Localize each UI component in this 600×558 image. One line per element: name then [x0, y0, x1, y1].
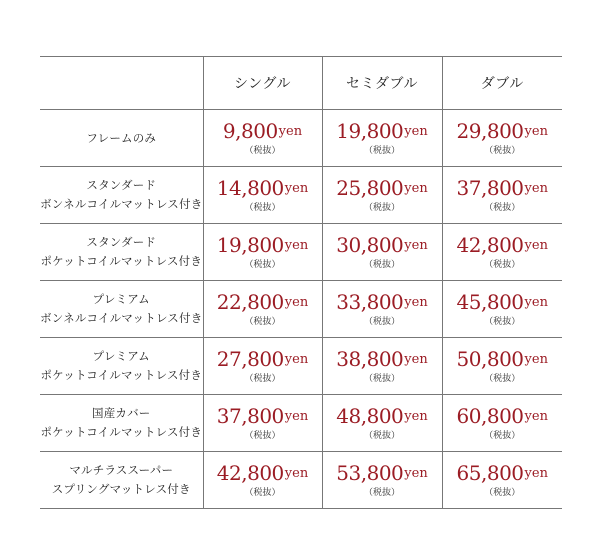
- table-row: [40, 224, 562, 281]
- price: [323, 462, 442, 486]
- price-table: [40, 56, 562, 509]
- tax-excluded-note: （税抜）: [363, 202, 400, 213]
- price: [204, 405, 322, 429]
- price-unit: yen: [404, 351, 428, 367]
- price-cell-double: [442, 110, 562, 167]
- price-amount: 9,800: [222, 118, 278, 143]
- price-cell-semi-double: [322, 452, 442, 509]
- price-cell-double: [442, 452, 562, 509]
- price-cell-semi-double: [322, 167, 442, 224]
- tax-excluded-note: （税抜）: [484, 373, 521, 384]
- price-cell-double: [442, 338, 562, 395]
- price-cell-single: [203, 452, 322, 509]
- row-label: [40, 395, 203, 452]
- price: [204, 291, 322, 315]
- table-row: [40, 281, 562, 338]
- price: [443, 348, 563, 372]
- column-header-double: ダブル: [442, 57, 562, 110]
- row-label-line: ポケットコイルマットレス付き: [40, 368, 203, 382]
- price: [204, 177, 322, 201]
- price-cell-semi-double: [322, 281, 442, 338]
- price-amount: 65,800: [456, 460, 524, 485]
- tax-excluded-note: （税抜）: [244, 259, 281, 270]
- price-amount: 48,800: [336, 403, 404, 428]
- tax-excluded-note: （税抜）: [363, 373, 400, 384]
- price-cell-double: [442, 167, 562, 224]
- row-label-line: ポケットコイルマットレス付き: [40, 254, 203, 268]
- price: [323, 348, 442, 372]
- row-label-line: スプリングマットレス付き: [51, 482, 191, 496]
- price: [204, 120, 322, 144]
- price: [204, 462, 322, 486]
- price-unit: yen: [404, 237, 428, 253]
- price-unit: yen: [524, 408, 548, 424]
- header-row: [40, 57, 562, 110]
- price-unit: yen: [278, 123, 303, 139]
- column-header-single: シングル: [203, 57, 322, 110]
- price-amount: 25,800: [336, 175, 404, 200]
- price-cell-double: [442, 224, 562, 281]
- row-label-line: プレミアム: [92, 349, 150, 363]
- row-label-line: 国産カバー: [92, 406, 151, 420]
- table-row: [40, 338, 562, 395]
- price-cell-single: [203, 281, 322, 338]
- price: [443, 462, 563, 486]
- tax-excluded-note: （税抜）: [244, 430, 281, 441]
- price-amount: 30,800: [336, 232, 404, 257]
- price-unit: yen: [284, 351, 309, 367]
- tax-excluded-note: （税抜）: [484, 316, 521, 327]
- price: [443, 405, 563, 429]
- tax-excluded-note: （税抜）: [244, 316, 281, 327]
- price: [204, 348, 322, 372]
- price-cell-semi-double: [322, 395, 442, 452]
- price-amount: 37,800: [456, 175, 524, 200]
- price-unit: yen: [284, 180, 309, 196]
- price-table-body: [40, 110, 562, 509]
- price-amount: 22,800: [216, 289, 284, 314]
- tax-excluded-note: （税抜）: [363, 430, 400, 441]
- row-label: [40, 452, 203, 509]
- price-cell-semi-double: [322, 224, 442, 281]
- price-amount: 38,800: [336, 346, 404, 371]
- row-label: [40, 167, 203, 224]
- price-unit: yen: [284, 237, 309, 253]
- price-cell-single: [203, 224, 322, 281]
- price-unit: yen: [404, 123, 428, 139]
- price-amount: 14,800: [216, 175, 284, 200]
- tax-excluded-note: （税抜）: [484, 145, 521, 156]
- table-row: [40, 110, 562, 167]
- price-cell-double: [442, 395, 562, 452]
- price-unit: yen: [524, 180, 548, 196]
- row-label-line: マルチラススーパー: [69, 463, 174, 477]
- table-row: [40, 395, 562, 452]
- tax-excluded-note: （税抜）: [363, 316, 400, 327]
- price-unit: yen: [284, 294, 309, 310]
- price-unit: yen: [524, 465, 548, 481]
- tax-excluded-note: （税抜）: [244, 145, 281, 156]
- price-cell-double: [442, 281, 562, 338]
- tax-excluded-note: （税抜）: [244, 487, 281, 498]
- price-unit: yen: [524, 351, 548, 367]
- tax-excluded-note: （税抜）: [363, 145, 400, 156]
- price-unit: yen: [284, 408, 309, 424]
- tax-excluded-note: （税抜）: [363, 259, 400, 270]
- tax-excluded-note: （税抜）: [363, 487, 400, 498]
- price: [443, 291, 563, 315]
- tax-excluded-note: （税抜）: [484, 487, 521, 498]
- price-amount: 45,800: [456, 289, 524, 314]
- price-amount: 42,800: [216, 460, 284, 485]
- row-label: [40, 224, 203, 281]
- price: [443, 120, 563, 144]
- row-label: [40, 281, 203, 338]
- price-amount: 27,800: [216, 346, 284, 371]
- row-label-line: スタンダード: [86, 178, 157, 192]
- price-cell-semi-double: [322, 338, 442, 395]
- price-unit: yen: [404, 408, 428, 424]
- price: [323, 291, 442, 315]
- row-label-line: プレミアム: [92, 292, 150, 306]
- price-amount: 53,800: [336, 460, 404, 485]
- price: [323, 405, 442, 429]
- price-cell-single: [203, 110, 322, 167]
- table-row: [40, 452, 562, 509]
- tax-excluded-note: （税抜）: [484, 202, 521, 213]
- price-amount: 37,800: [216, 403, 284, 428]
- price-unit: yen: [404, 180, 428, 196]
- row-label-line: スタンダード: [86, 235, 157, 249]
- price-unit: yen: [524, 237, 548, 253]
- price-cell-semi-double: [322, 110, 442, 167]
- row-label: [40, 338, 203, 395]
- price-unit: yen: [404, 465, 428, 481]
- row-label-line: フレームのみ: [86, 130, 157, 145]
- price-amount: 50,800: [456, 346, 524, 371]
- price: [443, 234, 563, 258]
- price-cell-single: [203, 395, 322, 452]
- table-row: [40, 167, 562, 224]
- price-amount: 29,800: [456, 118, 524, 143]
- price-unit: yen: [524, 294, 548, 310]
- row-label: [40, 110, 203, 167]
- price-unit: yen: [404, 294, 428, 310]
- tax-excluded-note: （税抜）: [484, 259, 521, 270]
- corner-cell: [40, 57, 203, 110]
- row-label-line: ボンネルコイルマットレス付き: [40, 311, 203, 325]
- price-amount: 19,800: [336, 118, 404, 143]
- price-amount: 42,800: [456, 232, 524, 257]
- price-amount: 19,800: [216, 232, 284, 257]
- price: [323, 177, 442, 201]
- price-amount: 60,800: [456, 403, 524, 428]
- price-unit: yen: [524, 123, 548, 139]
- price: [323, 120, 442, 144]
- row-label-line: ポケットコイルマットレス付き: [40, 425, 203, 439]
- price-unit: yen: [284, 465, 309, 481]
- row-label-line: ボンネルコイルマットレス付き: [40, 197, 203, 211]
- column-header-semi-double: セミダブル: [322, 57, 442, 110]
- price: [443, 177, 563, 201]
- price-amount: 33,800: [336, 289, 404, 314]
- price-cell-single: [203, 338, 322, 395]
- tax-excluded-note: （税抜）: [244, 202, 281, 213]
- price: [204, 234, 322, 258]
- tax-excluded-note: （税抜）: [244, 373, 281, 384]
- tax-excluded-note: （税抜）: [484, 430, 521, 441]
- price-cell-single: [203, 167, 322, 224]
- price: [323, 234, 442, 258]
